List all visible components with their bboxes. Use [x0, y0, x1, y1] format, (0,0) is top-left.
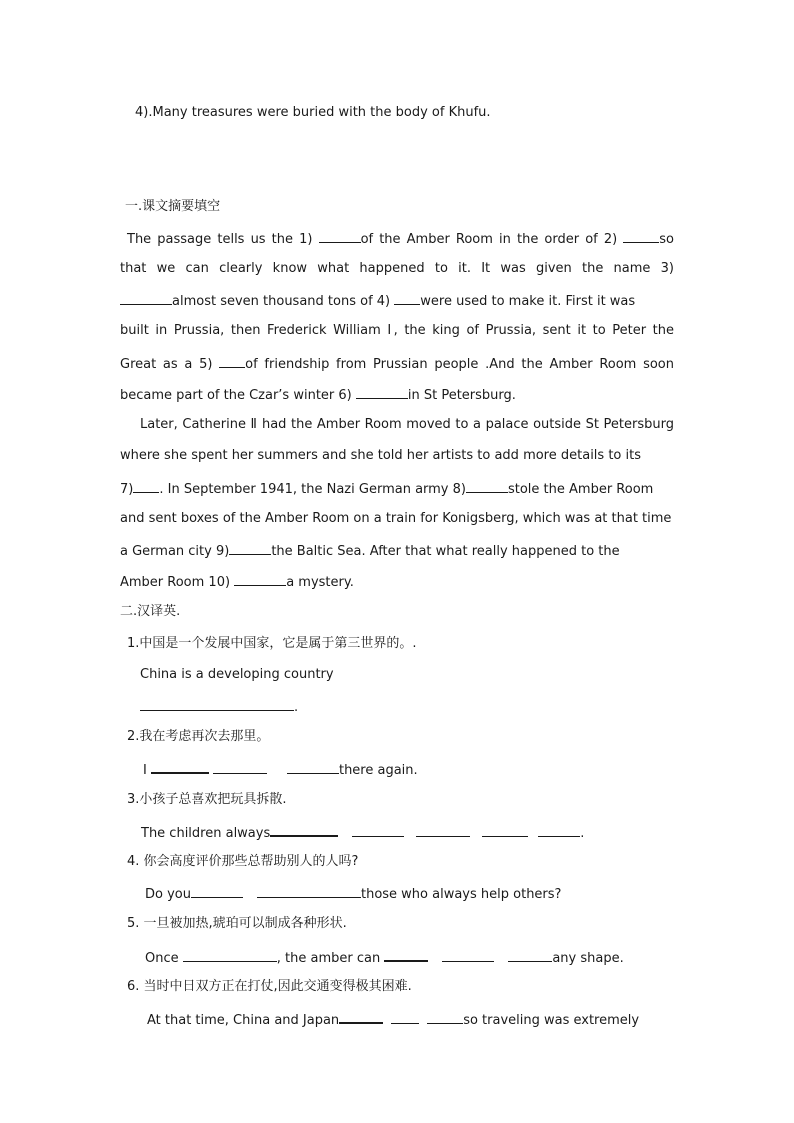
passage-line-2: that we can clearly know what happened to it. It was given the name 3) [120, 261, 674, 276]
translation-6-en: At that time, China and Japan so traveling was extremely [147, 1010, 639, 1029]
passage-line-1: The passage tells us the 1) of the Amber Room in the order of 2) so [127, 232, 675, 247]
passage-line-11: a German city 9) the Baltic Sea. After that what really happened to the [120, 544, 620, 559]
passage-line-5: Great as a 5) of friendship from Prussian people .And the Amber Room soon [120, 357, 674, 372]
translation-2-zh: 2.我在考虑再次去那里。 [127, 729, 270, 744]
translation-4-en: Do you those who always help others? [145, 887, 562, 902]
item-4-sentence: 4).Many treasures were buried with the body of Khufu. [135, 105, 491, 120]
passage-line-9: 7) . In September 1941, the Nazi German army 8) stole the Amber Room [120, 482, 654, 497]
translation-3-en: The children always . [141, 823, 584, 842]
translation-1-zh: 1.中国是一个发展中国家，它是属于第三世界的。. [127, 636, 417, 651]
passage-line-6: became part of the Czar’s winter 6) in St Petersburg. [120, 388, 516, 403]
translation-1-en: China is a developing country [140, 667, 334, 682]
section2-title: 二.汉译英. [120, 604, 181, 619]
passage-line-8: where she spent her summers and she told her artists to add more details to its [120, 448, 641, 463]
passage-line-12: Amber Room 10) a mystery. [120, 575, 354, 590]
translation-3-zh: 3.小孩子总喜欢把玩具拆散. [127, 792, 287, 807]
passage-line-3: almost seven thousand tons of 4) were used to make it. First it was [120, 292, 635, 310]
translation-6-zh: 6. 当时中日双方正在打仗,因此交通变得极其困难. [127, 979, 412, 994]
translation-5-zh: 5. 一旦被加热,琥珀可以制成各种形状. [127, 916, 347, 931]
translation-2-en: I there again. [143, 760, 418, 779]
passage-line-7: Later, Catherine Ⅱ had the Amber Room moved to a palace outside St Petersburg [140, 417, 674, 432]
passage-line-4: built in Prussia, then Frederick William Ⅰ, the king of Prussia, sent it to Peter the [120, 323, 674, 338]
translation-4-zh: 4. 你会高度评价那些总帮助别人的人吗? [127, 854, 359, 869]
translation-1-answer: . [140, 698, 298, 716]
passage-line-10: and sent boxes of the Amber Room on a train for Konigsberg, which was at that time [120, 511, 672, 526]
translation-5-en: Once , the amber can any shape. [145, 948, 624, 967]
section1-title: 一.课文摘要填空 [125, 199, 221, 214]
